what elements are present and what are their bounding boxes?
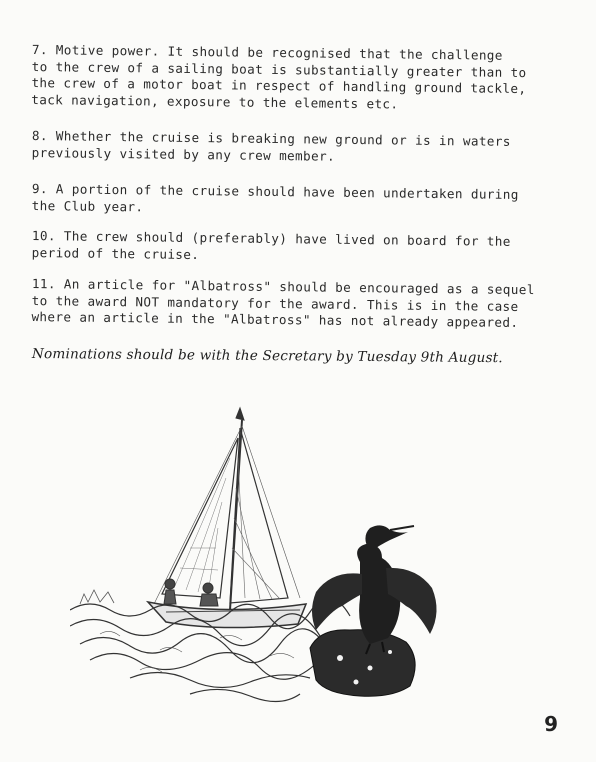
paragraph-10: 10. The crew should (preferably) have lived on board for the period of the cruise.	[31, 228, 511, 262]
handwritten-nomination-note: Nominations should be with the Secretary by Tuesday 9th August.	[31, 346, 503, 367]
distant-coastline	[80, 590, 114, 604]
paragraph-11: 11. An article for "Albatross" should be encouraged as a sequel to the award NOT mandatory for the award. This is in the case where an article in the "Albatross" has not already appeared.	[31, 276, 535, 330]
rock	[310, 630, 415, 697]
jib-sail	[162, 438, 238, 598]
page-number: 9	[544, 712, 558, 736]
paragraph-9: 9. A portion of the cruise should have been undertaken during the Club year.	[31, 181, 519, 214]
masthead-pennant-icon	[236, 408, 244, 420]
crew-member-2	[203, 583, 213, 593]
paragraph-8: 8. Whether the cruise is breaking new ground or is in waters previously visited by any crew member.	[31, 128, 511, 164]
sailboat-cormorant-illustration	[70, 398, 450, 716]
crew-member-1	[165, 579, 175, 589]
paragraph-7: 7. Motive power. It should be recognised that the challenge to the crew of a sailing boat is substantially greater than to the crew of a motor boat in respect of handling ground tackle, tack navigation, exposure to the elements etc.	[31, 42, 527, 111]
